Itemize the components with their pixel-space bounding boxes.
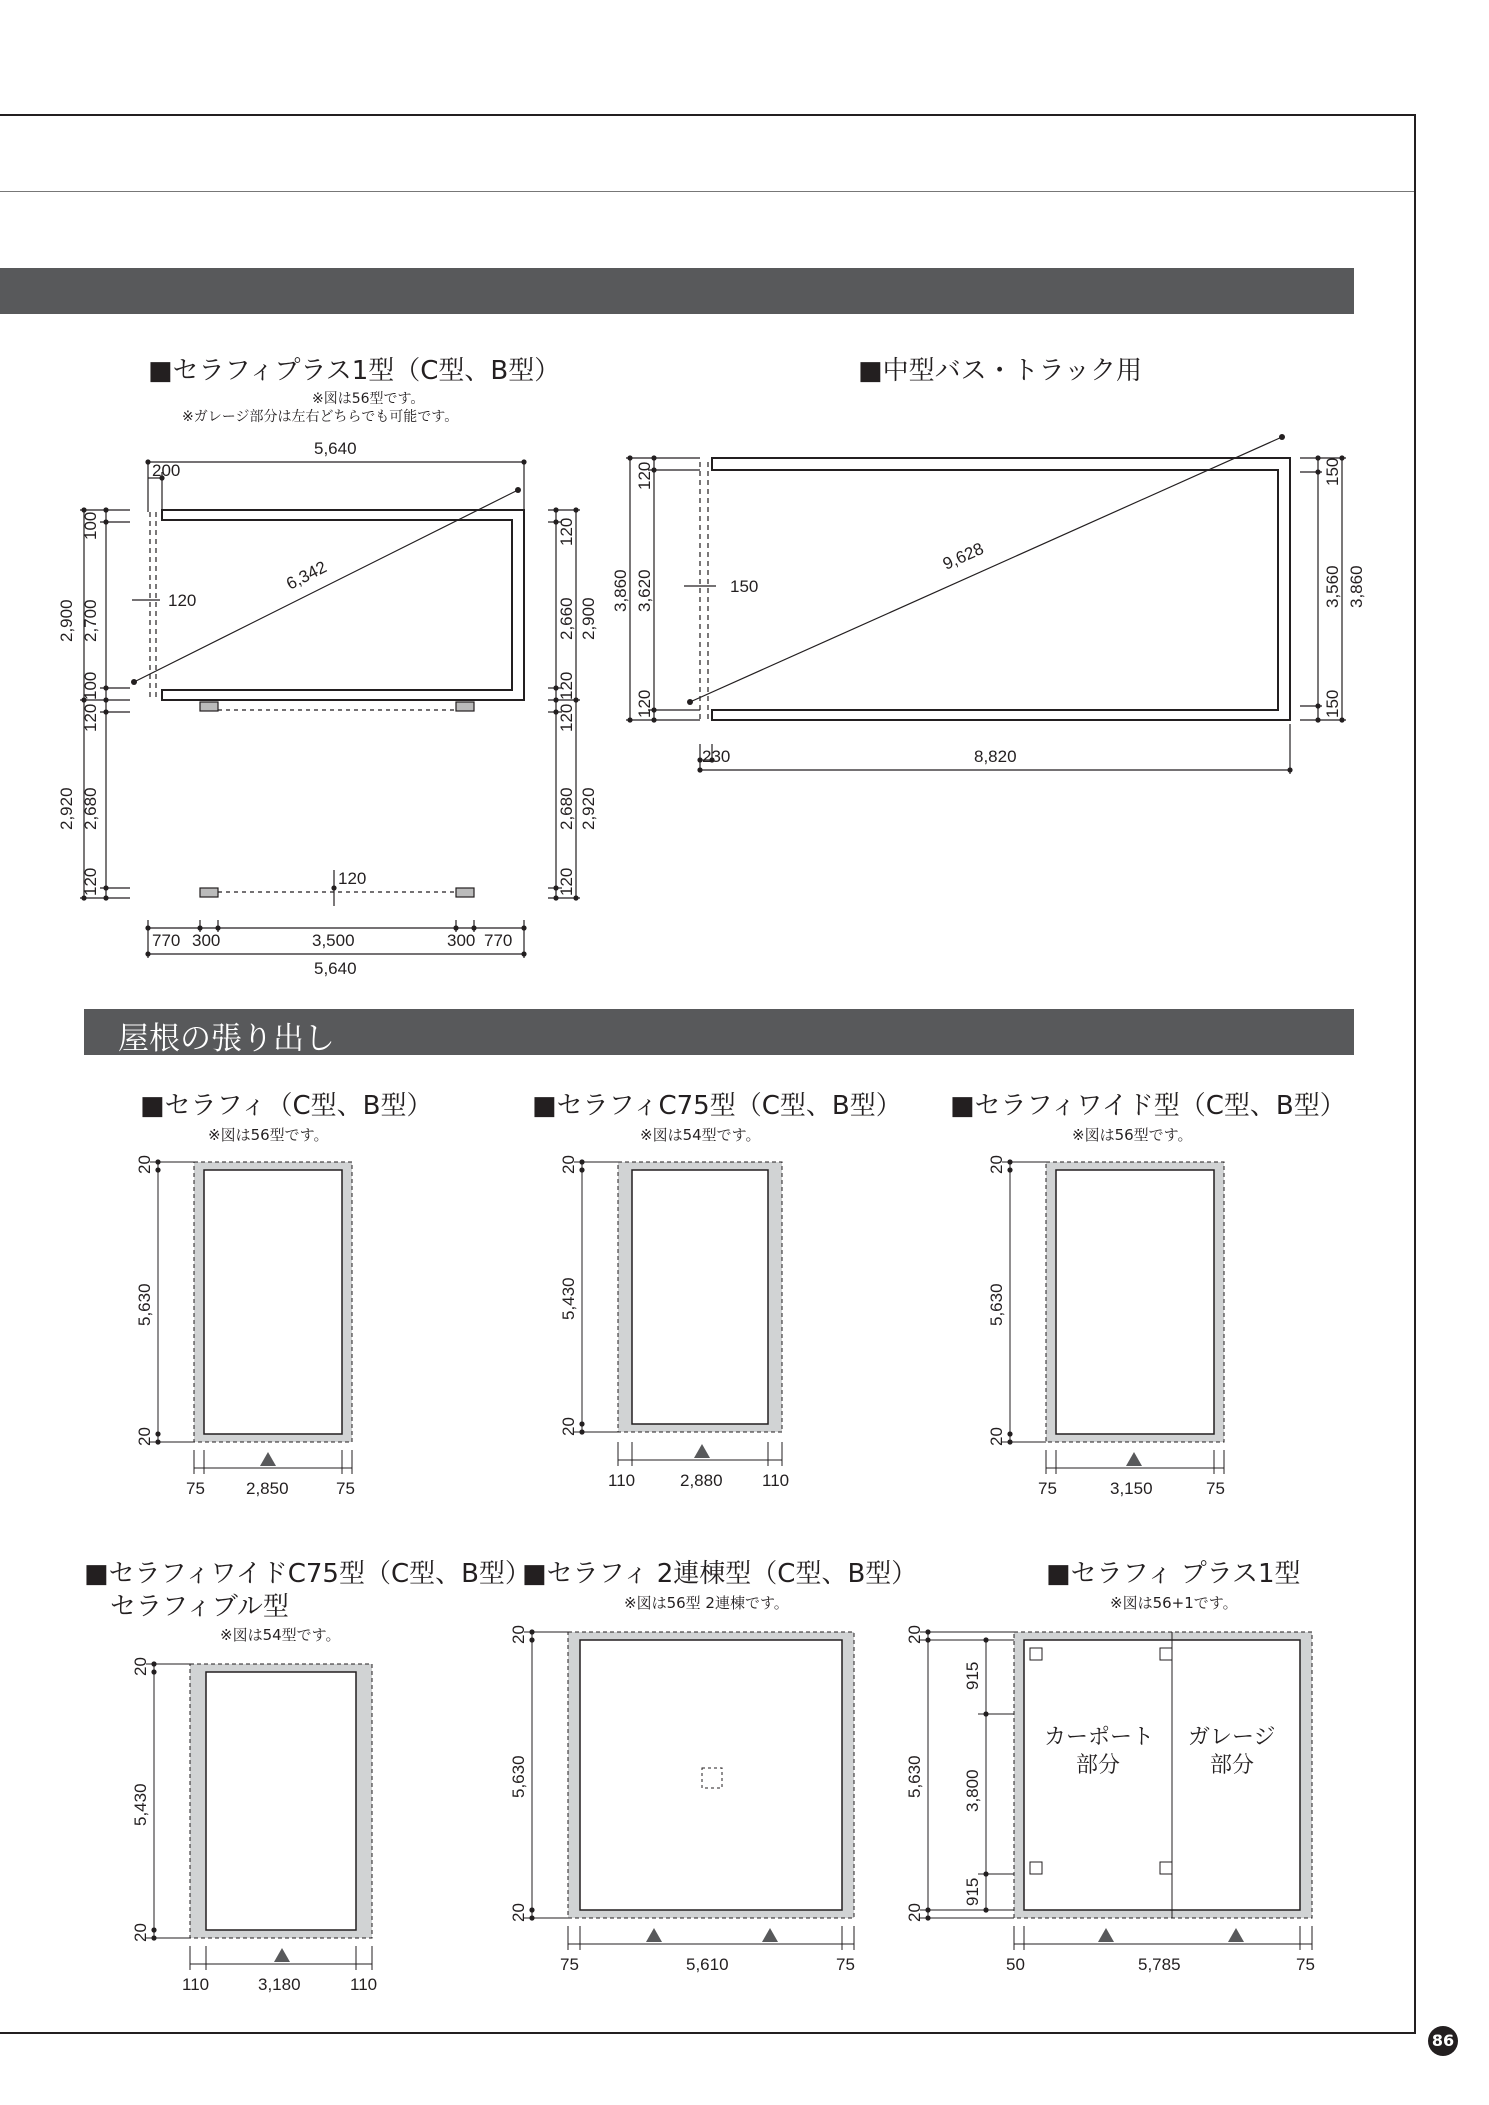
- garage-label-1: ガレージ: [1188, 1725, 1276, 1750]
- p1-r-2900: 2,900: [579, 597, 598, 640]
- p1-b-770a: 770: [152, 931, 181, 950]
- r1-right: 75: [336, 1479, 355, 1498]
- r1-width: 2,850: [246, 1479, 289, 1498]
- r5-left: 75: [560, 1955, 579, 1974]
- roof6-note: ※図は56+1です。: [1110, 1594, 1238, 1612]
- r2-width: 2,880: [680, 1471, 723, 1490]
- carport-label-1: カーポート: [1044, 1725, 1155, 1750]
- r3-right: 75: [1206, 1479, 1225, 1498]
- r5-top: 20: [509, 1625, 528, 1644]
- r4-top: 20: [131, 1657, 150, 1676]
- roof2-drawing: [559, 1155, 789, 1490]
- roof1-note: ※図は56型です。: [208, 1126, 329, 1144]
- r4-bottom: 20: [131, 1923, 150, 1942]
- roof4-title2: セラフィブル型: [110, 1592, 289, 1622]
- r5-bottom: 20: [509, 1903, 528, 1922]
- r1-left: 75: [186, 1479, 205, 1498]
- p2-diag: 9,628: [939, 538, 987, 574]
- p1-r-2660: 2,660: [557, 597, 576, 640]
- r4-right: 110: [350, 1975, 378, 1994]
- roof6-drawing: [905, 1625, 1315, 1974]
- p1-b-770b: 770: [484, 931, 513, 950]
- p1-r-2920: 2,920: [579, 787, 598, 830]
- p2-3860: 3,860: [611, 569, 630, 612]
- page-number: 86: [1428, 2026, 1458, 2056]
- plan1-note1: ※図は56型です。: [312, 391, 425, 407]
- p2-r-150b: 150: [1323, 689, 1342, 718]
- r2-bottom: 20: [559, 1417, 578, 1436]
- p1-r-120c: 120: [557, 703, 576, 732]
- roof3-title: ■セラフィワイド型（C型、B型）: [950, 1091, 1346, 1121]
- roof-overhang-title: 屋根の張り出し: [118, 1021, 335, 1057]
- p2-r-150a: 150: [1323, 457, 1342, 486]
- plan2-title: ■中型バス・トラック用: [858, 356, 1143, 386]
- r4-depth: 5,430: [131, 1783, 150, 1826]
- p2-150: 150: [730, 577, 759, 596]
- p1-l-100a: 100: [81, 511, 100, 540]
- p2-120a: 120: [635, 461, 654, 490]
- r6-915b: 915: [963, 1877, 982, 1906]
- plan1-drawing: [80, 460, 580, 958]
- roof3-note: ※図は56型です。: [1072, 1126, 1193, 1144]
- p1-b-300b: 300: [447, 931, 476, 950]
- r3-width: 3,150: [1110, 1479, 1153, 1498]
- roof4-title: ■セラフィワイドC75型（C型、B型）: [84, 1559, 531, 1589]
- p2-120b: 120: [635, 689, 654, 718]
- garage-label-2: 部分: [1210, 1753, 1255, 1778]
- roof1-title: ■セラフィ（C型、B型）: [140, 1091, 433, 1121]
- p2-r-3860: 3,860: [1347, 565, 1366, 608]
- roof1-drawing: [135, 1155, 355, 1498]
- r2-depth: 5,430: [559, 1277, 578, 1320]
- r6-right: 75: [1296, 1955, 1315, 1974]
- roof2-title: ■セラフィC75型（C型、B型）: [532, 1091, 902, 1121]
- roof4-note: ※図は54型です。: [220, 1626, 341, 1644]
- r3-bottom: 20: [987, 1427, 1006, 1446]
- p1-l-2700: 2,700: [81, 599, 100, 642]
- r2-top: 20: [559, 1155, 578, 1174]
- p1-top: 5,640: [314, 439, 357, 458]
- plan1-note2: ※ガレージ部分は左右どちらでも可能です。: [182, 409, 459, 425]
- p1-l-2900: 2,900: [57, 599, 76, 642]
- roof3-drawing: [987, 1155, 1225, 1498]
- p1-l-2680: 2,680: [81, 787, 100, 830]
- r3-top: 20: [987, 1155, 1006, 1174]
- r1-top: 20: [135, 1155, 154, 1174]
- r2-left: 110: [608, 1471, 636, 1490]
- roof5-title: ■セラフィ 2連棟型（C型、B型）: [522, 1559, 918, 1589]
- p1-b-total: 5,640: [314, 959, 357, 978]
- p1-120: 120: [168, 591, 197, 610]
- p1-l-120b: 120: [81, 867, 100, 896]
- p1-r-2680: 2,680: [557, 787, 576, 830]
- r1-bottom: 20: [135, 1427, 154, 1446]
- r5-right: 75: [836, 1955, 855, 1974]
- p1-l-2920: 2,920: [57, 787, 76, 830]
- r6-depth: 5,630: [905, 1755, 924, 1798]
- p1-mid-120: 120: [338, 869, 367, 888]
- p1-b-300a: 300: [192, 931, 221, 950]
- roof5-note: ※図は56型 2連棟です。: [624, 1594, 789, 1612]
- carport-label-2: 部分: [1076, 1753, 1121, 1778]
- p1-diag: 6,342: [283, 557, 330, 594]
- r6-left: 50: [1006, 1955, 1025, 1974]
- p1-200: 200: [152, 461, 181, 480]
- r3-depth: 5,630: [987, 1283, 1006, 1326]
- p1-l-120: 120: [81, 703, 100, 732]
- p2-r-3560: 3,560: [1323, 565, 1342, 608]
- plan1-title: ■セラフィプラス1型（C型、B型）: [148, 356, 561, 386]
- roof6-title: ■セラフィ プラス1型: [1046, 1559, 1301, 1589]
- roof5-drawing: [509, 1625, 855, 1974]
- roof4-drawing: [131, 1657, 377, 1994]
- r6-915a: 915: [963, 1661, 982, 1690]
- r3-left: 75: [1038, 1479, 1057, 1498]
- p1-r-120b: 120: [557, 671, 576, 700]
- r6-width: 5,785: [1138, 1955, 1181, 1974]
- p1-r-120a: 120: [557, 517, 576, 546]
- p2-3620: 3,620: [635, 569, 654, 612]
- r4-left: 110: [182, 1975, 210, 1994]
- r6-bottom: 20: [905, 1903, 924, 1922]
- p2-b-230: 230: [702, 747, 731, 766]
- r5-width: 5,610: [686, 1955, 729, 1974]
- r4-width: 3,180: [258, 1975, 301, 1994]
- r5-depth: 5,630: [509, 1755, 528, 1798]
- p1-l-100b: 100: [81, 671, 100, 700]
- r1-depth: 5,630: [135, 1283, 154, 1326]
- r2-right: 110: [762, 1471, 790, 1490]
- p1-b-3500: 3,500: [312, 931, 355, 950]
- r6-top: 20: [905, 1625, 924, 1644]
- r6-3800: 3,800: [963, 1769, 982, 1812]
- roof2-note: ※図は54型です。: [640, 1126, 761, 1144]
- p2-b-8820: 8,820: [974, 747, 1017, 766]
- p1-r-120d: 120: [557, 867, 576, 896]
- plan2-drawing: [626, 437, 1346, 774]
